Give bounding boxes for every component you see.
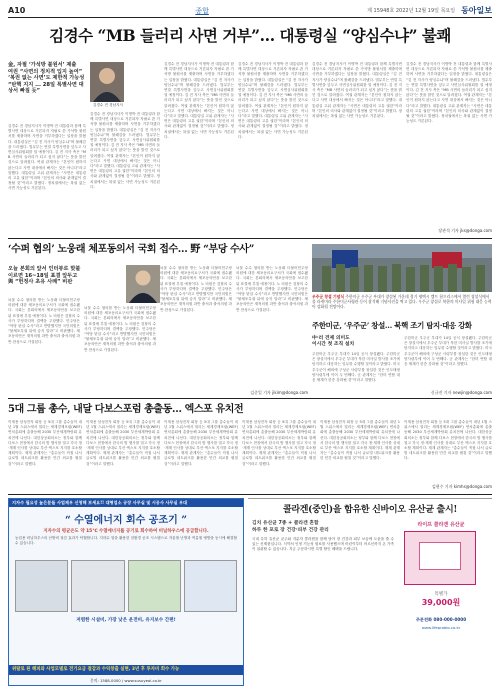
story4-body-col6: 이재용 삼성전자 회장 등 5대 그룹 총수들이 내년 1월 스위스에서 열리는 세계경제포럼(WEF) 연차총회에 총출동해 2030 부산세계박람회 유치전에 나선다. 대한상공회의소는 정부와 함께 다보스 현장에서 한국의 밤 행사를 열고 각국 정·재계 인사를 상대로 부산 엑스포 지지를 호소할 계획이다. 재계 관계자는 “총수들이 직접 나서 글로벌 네트워크를 활용한 민간 외교를 펼칠 것”이라고 말했다. <box>404 420 492 461</box>
story4-body-col2: 이재용 삼성전자 회장 등 5대 그룹 총수들이 내년 1월 스위스에서 열리는 세계경제포럼(WEF) 연차총회에 총출동해 2030 부산세계박람회 유치전에 나선다. 대한상공회의소는 정부와 함께 다보스 현장에서 한국의 밤 행사를 열고 각국 정·재계 인사를 상대로 부산 엑스포 지지를 호소할 계획이다. 재계 관계자는 “총수들이 직접 나서 글로벌 네트워크를 활용한 민간 외교를 펼칠 것”이라고 말했다. <box>86 420 160 466</box>
ad2-product: 라이프 콜라겐 유산균 <box>417 522 465 528</box>
story2-body-col1: 뇌물 수수 혐의를 받는 노웅래 더불어민주당 의원에 대한 체포동의요구서가 국회에 접수됐다. 국회는 본회의에서 체포동의안을 보고한 뒤 표결에 부칠 예정이다. 노 의원은 검찰의 수사가 부당하다며 결백을 주장했다. 민주당은 “야당 탄압 수사”라고 반발했지만 국민의힘은 “불체포특권 뒤에 숨지 말라”고 비판했다. 체포동의안은 재적의원 과반 출석과 출석의원 과반 찬성으로 가결된다. <box>8 298 80 344</box>
greenhouse-icon <box>128 560 181 612</box>
story1-body-col4: 김경수 전 경남지사가 이명박 전 대통령과 함께 특별사면 대상으로 거론되자 자필로 쓴 가석방 불원서를 제출하며 사면을 거부하겠다는 입장을 밝혔다. 대통령실은 “김 전 지사가 양심수냐”며 불쾌감을 드러냈다. 법무부는 연말 특별사면을 앞두고 사면심사위원회를 열 예정이다. 김 전 지사 측은 “MB 사면의 들러리가 되고 싶지 않다”는 뜻을 밝힌 것으로 알려졌다. 여권 관계자는 “본인이 원하지 않는다고 사면 대상에서 빠지는 것은 아니다”라고 말했다. 대통령실 고위 관계자는 “사면은 대통령의 고유 권한”이라며 “본인의 의사와 관계없이 결정될 것”이라고 밝혔다. 정치권에서는 복권 없는 사면 가능성도 거론된다. <box>238 62 308 139</box>
story1-headline[interactable]: 김경수 “MB 들러리 사면 거부”… 대통령실 “양심수냐” 불쾌 <box>49 26 451 45</box>
story2-body-col2: 뇌물 수수 혐의를 받는 노웅래 더불어민주당 의원에 대한 체포동의요구서가 국회에 접수됐다. 국회는 본회의에서 체포동의안을 보고한 뒤 표결에 부칠 예정이다. 노 의원은 검찰의 수사가 부당하다며 결백을 주장했다. 민주당은 “야당 탄압 수사”라고 반발했지만 국민의힘은 “불체포특권 뒤에 숨지 말라”고 비판했다. 체포동의안은 재적의원 과반 출석과 출석의원 과반 찬성으로 가결된다. <box>84 306 156 352</box>
story1-byline: 장관석 기자 jks@donga.com <box>438 228 492 233</box>
machine-icon <box>15 560 68 612</box>
story2-headline[interactable]: ‘수퍼 협의’ 노웅래 체포동의서 국회 접수… 野 “부당 수사” <box>8 244 254 255</box>
story2-byline: 김준일 기자 jikim@donga.com <box>250 390 308 395</box>
ad1-headline: “ 수열에너지 회수 공조기 ” <box>64 515 188 526</box>
story3-headline[interactable]: 주한미군, ‘우주군’ 창설… 북핵 조기 탐지·대응 강화 <box>312 321 472 330</box>
product-box-icon <box>404 531 476 585</box>
ad2-phone[interactable]: 주문전화 080-000-0000 <box>415 617 467 622</box>
story3-photo <box>312 244 492 292</box>
portrait-icon <box>126 265 160 303</box>
diagram-icon <box>184 560 237 612</box>
story3-body-col1: 주한미군 우주군 부대가 14일 공식 창설됐다. 주한미군은 창설식에서 우주군 부대가 북한 미사일 발사를 조기에 탐지하고 대응하는 임무를 수행할 것이라고 밝혔다. 미국 우주군이 해외에 구성군 사령부를 창설한 것은 인도태평양사령부에 이어 두 번째다. 군 관계자는 “한미 연합 대응 체계가 한층 강화될 것”이라고 말했다. <box>312 352 400 383</box>
newspaper-brand: 동아일보 <box>461 5 492 15</box>
ad2-web[interactable]: www.lifeprobio.co.kr <box>421 625 461 630</box>
story1-body-col2: 김경수 전 경남지사가 이명박 전 대통령과 함께 특별사면 대상으로 거론되자 자필로 쓴 가석방 불원서를 제출하며 사면을 거부하겠다는 입장을 밝혔다. 대통령실은 “김 전 지사가 양심수냐”며 불쾌감을 드러냈다. 법무부는 연말 특별사면을 앞두고 사면심사위원회를 열 예정이다. 김 전 지사 측은 “MB 사면의 들러리가 되고 싶지 않다”는 뜻을 밝힌 것으로 알려졌다. 여권 관계자는 “본인이 원하지 않는다고 사면 대상에서 빠지는 것은 아니다”라고 말했다. 대통령실 고위 관계자는 “사면은 대통령의 고유 권한”이라며 “본인의 의사와 관계없이 결정될 것”이라고 밝혔다. 정치권에서는 복권 없는 사면 가능성도 거론된다. <box>90 112 160 189</box>
ad2-headline: 콜라겐(중인)을 함유한 신바이오 유산균 출시! <box>283 505 457 515</box>
story1-body-col3: 김경수 전 경남지사가 이명박 전 대통령과 함께 특별사면 대상으로 거론되자 자필로 쓴 가석방 불원서를 제출하며 사면을 거부하겠다는 입장을 밝혔다. 대통령실은 “김 전 지사가 양심수냐”며 불쾌감을 드러냈다. 법무부는 연말 특별사면을 앞두고 사면심사위원회를 열 예정이다. 김 전 지사 측은 “MB 사면의 들러리가 되고 싶지 않다”는 뜻을 밝힌 것으로 알려졌다. 여권 관계자는 “본인이 원하지 않는다고 사면 대상에서 빠지는 것은 아니다”라고 말했다. 대통령실 고위 관계자는 “사면은 대통령의 고유 권한”이라며 “본인의 의사와 관계없이 결정될 것”이라고 밝혔다. 정치권에서는 복권 없는 사면 가능성도 거론된다. <box>164 62 234 139</box>
ad-water-heat-recovery[interactable] <box>8 498 244 686</box>
page-header <box>8 4 492 18</box>
story2-body-col4: 뇌물 수수 혐의를 받는 노웅래 더불어민주당 의원에 대한 체포동의요구서가 국회에 접수됐다. 국회는 본회의에서 체포동의안을 보고한 뒤 표결에 부칠 예정이다. 노 의원은 검찰의 수사가 부당하다며 결백을 주장했다. 민주당은 “야당 탄압 수사”라고 반발했지만 국민의힘은 “불체포특권 뒤에 숨지 말라”고 비판했다. 체포동의안은 재적의원 과반 출석과 출석의원 과반 찬성으로 가결된다. <box>236 266 308 312</box>
story3-byline: 신규진 기자 newjin@donga.com <box>430 390 492 395</box>
divider <box>8 238 492 239</box>
issue-meta: 제 15948호 2022년 12월 19일 목요일 <box>367 8 456 14</box>
ad-collagen-probiotic[interactable] <box>248 498 492 686</box>
ad2-price: 39,000원 <box>421 598 461 607</box>
story1-photo-caption: 김경수 전 경남지사 <box>92 103 124 107</box>
ad1-body: 농업용 비닐하우스의 난방비 절감 효과가 탁월합니다. 지하수 열을 활용한 친환경 공조 시스템으로 겨울철 난방과 여름철 냉방을 동시에 해결할 수 있습니다. <box>15 536 237 545</box>
story4-byline: 김현수 기자 kimhs@donga.com <box>431 484 492 489</box>
ad2-price-block <box>396 591 486 608</box>
story2-body-col3: 뇌물 수수 혐의를 받는 노웅래 더불어민주당 의원에 대한 체포동의요구서가 국회에 접수됐다. 국회는 본회의에서 체포동의안을 보고한 뒤 표결에 부칠 예정이다. 노 의원은 검찰의 수사가 부당하다며 결백을 주장했다. 민주당은 “야당 탄압 수사”라고 반발했지만 국민의힘은 “불체포특권 뒤에 숨지 말라”고 비판했다. 체포동의안은 재적의원 과반 출석과 출석의원 과반 찬성으로 가결된다. <box>160 266 232 312</box>
story1-body-col6: 김경수 전 경남지사가 이명박 전 대통령과 함께 특별사면 대상으로 거론되자 자필로 쓴 가석방 불원서를 제출하며 사면을 거부하겠다는 입장을 밝혔다. 대통령실은 “김 전 지사가 양심수냐”며 불쾌감을 드러냈다. 법무부는 연말 특별사면을 앞두고 사면심사위원회를 열 예정이다. 김 전 지사 측은 “MB 사면의 들러리가 되고 싶지 않다”는 뜻을 밝힌 것으로 알려졌다. 여권 관계자는 “본인이 원하지 않는다고 사면 대상에서 빠지는 것은 아니다”라고 말했다. 대통령실 고위 관계자는 “사면은 대통령의 고유 권한”이라며 “본인의 의사와 관계없이 결정될 것”이라고 밝혔다. 정치권에서는 복권 없는 사면 가능성도 거론된다. <box>406 62 492 124</box>
story3-subheads: 中·러 견제 의미도 이시간 첫 조직 설치 <box>312 336 355 347</box>
ad1-sub: 지자수의 평균온도 약 15℃ 수열에너지를 공기로 회수하여 비닐하우스에 공급합니다. <box>43 529 209 534</box>
ad1-footer: 위탈로 된 해피와 사업모델로 전기요금 절감과 수익창출 실현, 3년 후 투자비 회수 가능 <box>9 665 243 675</box>
story4-body-col3: 이재용 삼성전자 회장 등 5대 그룹 총수들이 내년 1월 스위스에서 열리는 세계경제포럼(WEF) 연차총회에 총출동해 2030 부산세계박람회 유치전에 나선다. 대한상공회의소는 정부와 함께 다보스 현장에서 한국의 밤 행사를 열고 각국 정·재계 인사를 상대로 부산 엑스포 지지를 호소할 계획이다. 재계 관계자는 “총수들이 직접 나서 글로벌 네트워크를 활용한 민간 외교를 펼칠 것”이라고 말했다. <box>164 420 238 466</box>
page-number: A10 <box>8 6 26 15</box>
ad2-body: 국내 특허 유산균 균주와 저분자 콜라겐을 함께 담아 장 건강과 피부 보습에 도움을 줄 수 있는 신제품입니다. 식약처 인정 기능성 원료를 사용했으며 어린이부터 어르신까지 온 가족이 섭취할 수 있습니다. 지금 주문하시면 특별 할인 혜택을 드립니다. <box>252 537 394 552</box>
ad1-top-banner: 지자수 필요성 높은분들 사업제우 신청해 보세요!! 대형업소 공장 사무실 및 시공사 사무실 우대 <box>9 499 243 507</box>
ad1-product-images <box>9 558 243 614</box>
ad1-phone[interactable]: 문의: 1588-0000 / www.susuyeol.co.kr <box>90 678 162 683</box>
story2-photo <box>126 265 160 303</box>
story4-body-col1: 이재용 삼성전자 회장 등 5대 그룹 총수들이 내년 1월 스위스에서 열리는 세계경제포럼(WEF) 연차총회에 총출동해 2030 부산세계박람회 유치전에 나선다. 대한상공회의소는 정부와 함께 다보스 현장에서 한국의 밤 행사를 열고 각국 정·재계 인사를 상대로 부산 엑스포 지지를 호소할 계획이다. 재계 관계자는 “총수들이 직접 나서 글로벌 네트워크를 활용한 민간 외교를 펼칠 것”이라고 말했다. <box>8 420 82 466</box>
ad2-sub: 김치 유산균 7종 + 콜라겐 혼합 하루 한 포로 장 건강·피부 건강 관리 <box>252 521 329 533</box>
ad1-bottom-line: 저렴한 시설비, 가장 낮은 운전비, 유지보수 간편! <box>76 618 176 623</box>
story3-body-col2: 주한미군 우주군 부대가 14일 공식 창설됐다. 주한미군은 창설식에서 우주군 부대가 북한 미사일 발사를 조기에 탐지하고 대응하는 임무를 수행할 것이라고 밝혔다. 미국 우주군이 해외에 구성군 사령부를 창설한 것은 인도태평양사령부에 이어 두 번째다. 군 관계자는 “한미 연합 대응 체계가 한층 강화될 것”이라고 말했다. <box>404 336 492 367</box>
portrait-icon <box>90 62 124 102</box>
story4-body-col4: 이재용 삼성전자 회장 등 5대 그룹 총수들이 내년 1월 스위스에서 열리는 세계경제포럼(WEF) 연차총회에 총출동해 2030 부산세계박람회 유치전에 나선다. 대한상공회의소는 정부와 함께 다보스 현장에서 한국의 밤 행사를 열고 각국 정·재계 인사를 상대로 부산 엑스포 지지를 호소할 계획이다. 재계 관계자는 “총수들이 직접 나서 글로벌 네트워크를 활용한 민간 외교를 펼칠 것”이라고 말했다. <box>242 420 316 466</box>
story3-caption <box>312 294 492 320</box>
story3-caption-text: 주한미군 우주군 부대가 창설된 가운데 경기 평택시 캠프 험프리스에서 열린 창설식에서 폴 라캐머라 주한미군사령관 등이 참석해 기념사진을 찍고 있다. 우주군 창설로 북한의 미사일 위협 대응 능력이 강화될 전망이다. <box>312 294 492 309</box>
divider <box>8 494 492 495</box>
story4-body-col5: 이재용 삼성전자 회장 등 5대 그룹 총수들이 내년 1월 스위스에서 열리는 세계경제포럼(WEF) 연차총회에 총출동해 2030 부산세계박람회 유치전에 나선다. 대한상공회의소는 정부와 함께 다보스 현장에서 한국의 밤 행사를 열고 각국 정·재계 인사를 상대로 부산 엑스포 지지를 호소할 계획이다. 재계 관계자는 “총수들이 직접 나서 글로벌 네트워크를 활용한 민간 외교를 펼칠 것”이라고 말했다. <box>320 420 400 461</box>
story1-body-col1: 김경수 전 경남지사가 이명박 전 대통령과 함께 특별사면 대상으로 거론되자 자필로 쓴 가석방 불원서를 제출하며 사면을 거부하겠다는 입장을 밝혔다. 대통령실은 “김 전 지사가 양심수냐”며 불쾌감을 드러냈다. 법무부는 연말 특별사면을 앞두고 사면심사위원회를 열 예정이다. 김 전 지사 측은 “MB 사면의 들러리가 되고 싶지 않다”는 뜻을 밝힌 것으로 알려졌다. 여권 관계자는 “본인이 원하지 않는다고 사면 대상에서 빠지는 것은 아니다”라고 말했다. 대통령실 고위 관계자는 “사면은 대통령의 고유 권한”이라며 “본인의 의사와 관계없이 결정될 것”이라고 밝혔다. 정치권에서는 복권 없는 사면 가능성도 거론된다. <box>8 124 86 191</box>
ad2-price-label: 특별가 <box>434 592 448 597</box>
ceremony-photo-icon <box>312 244 492 292</box>
section-title[interactable]: 종합 <box>195 6 209 15</box>
story3-caption-title: 우주군 창설 기념식 <box>312 294 344 299</box>
story4-headline[interactable]: 5대 그룹 총수, 내달 다보스포럼 총출동… 엑스포 유치전 <box>8 404 244 415</box>
story2-subheads: 오늘 본회의 앞서 인터뷰로 맞불 이르면 16~18일 표결 앞두고 與 “헌정사 초유 사례” 비판 <box>8 266 81 285</box>
divider <box>8 398 492 399</box>
machine-icon <box>71 560 124 612</box>
story1-photo <box>90 62 124 102</box>
story1-body-col5: 김경수 전 경남지사가 이명박 전 대통령과 함께 특별사면 대상으로 거론되자 자필로 쓴 가석방 불원서를 제출하며 사면을 거부하겠다는 입장을 밝혔다. 대통령실은 “김 전 지사가 양심수냐”며 불쾌감을 드러냈다. 법무부는 연말 특별사면을 앞두고 사면심사위원회를 열 예정이다. 김 전 지사 측은 “MB 사면의 들러리가 되고 싶지 않다”는 뜻을 밝힌 것으로 알려졌다. 여권 관계자는 “본인이 원하지 않는다고 사면 대상에서 빠지는 것은 아니다”라고 말했다. 대통령실 고위 관계자는 “사면은 대통령의 고유 권한”이라며 “본인의 의사와 관계없이 결정될 것”이라고 밝혔다. 정치권에서는 복권 없는 사면 가능성도 거론된다. <box>312 62 402 119</box>
story1-subheads: 金, 자필 ‘가석방 불원서’ 제출 여권 “사면의 정치적 입지 높여” ‘복권 없는 사면’도 제한적 가능성 “탄핵 지지 ... 28일 특별사면 대상서 빠질 듯” <box>8 62 85 94</box>
